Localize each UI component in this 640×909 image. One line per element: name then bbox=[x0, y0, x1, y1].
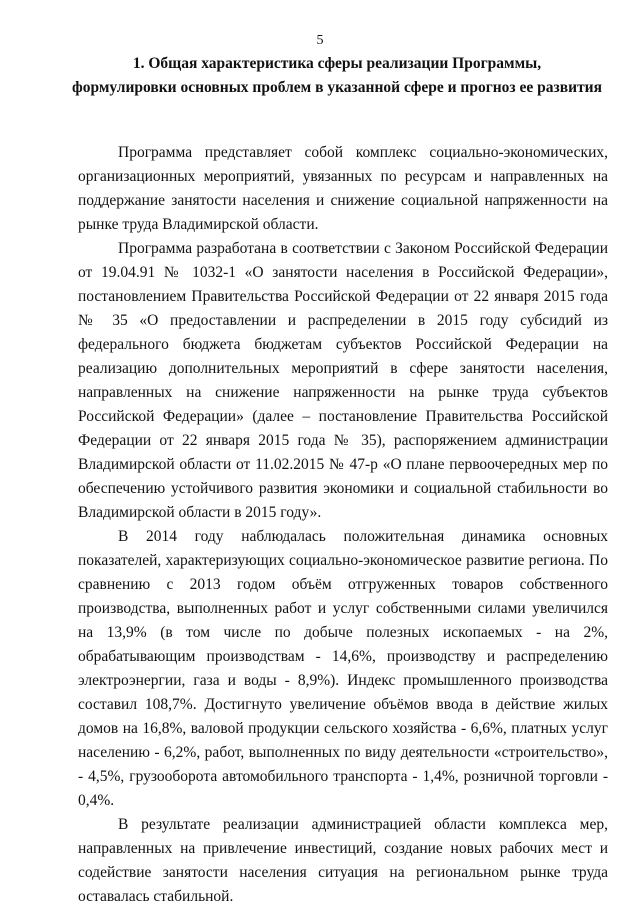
section-heading-line-1: 1. Общая характеристика сферы реализации Программы, bbox=[132, 55, 542, 72]
paragraph-labor-market: В результате реализации администрацией области комплекса мер, направленных на привлечение инвестиций, создание новых рабочих мест и содействие занятости населения ситуация на региональном рынке труда оставалась стабильной. bbox=[78, 816, 608, 905]
section-heading bbox=[62, 52, 612, 100]
paragraph-program-description: Программа представляет собой комплекс социально-экономических, организационных мероприятий, увязанных по ресурсам и направленных на поддержание занятости населения и снижение социальной напряженности на рынке труда Владимирской области. bbox=[78, 144, 608, 233]
page-number: 5 bbox=[316, 33, 324, 48]
paragraph-legal-basis: Программа разработана в соответствии с Законом Российской Федерации от 19.04.91 № 1032-1 «О занятости населения в Российской Федерации», постановлением Правительства Российской Федерации от 22 января 2015 года № 35 «О предоставлении и распределении в 2015 году субсидий из федерального бюджета бюджетам субъектов Российской Федерации на реализацию дополнительных мероприятий в сфере занятости населения, направленных на снижение напряженности на рынке труда субъектов Российской Федерации» (далее – постановление Правительства Российской Федерации от 22 января 2015 года № 35), распоряжением администрации Владимирской области от 11.02.2015 № 47-р «О плане первоочередных мер по обеспечению устойчивого развития экономики и социальной стабильности во Владимирской области в 2015 году». bbox=[78, 240, 608, 521]
section-heading-line-2: формулировки основных проблем в указанной сфере и прогноз ее развития bbox=[71, 79, 602, 96]
paragraph-economic-dynamics: В 2014 году наблюдалась положительная динамика основных показателей, характеризующих социально-экономическое развитие региона. По сравнению с 2013 годом объём отгруженных товаров собственного производства, выполненных работ и услуг собственными силами увеличился на 13,9% (в том числе по добыче полезных ископаемых - на 2%, обрабатывающим производствам - 14,6%, производству и распределению электроэнергии, газа и воды - 8,9%). Индекс промышленного производства составил 108,7%. Достигнуто увеличение объёмов ввода в действие жилых домов на 16,8%, валовой продукции сельского хозяйства - 6,6%, платных услуг населению - 6,2%, работ, выполненных по виду деятельности «строительство», - 4,5%, грузооборота автомобильного транспорта - 1,4%, розничной торговли - 0,4%. bbox=[78, 528, 608, 809]
body-text bbox=[78, 141, 608, 909]
